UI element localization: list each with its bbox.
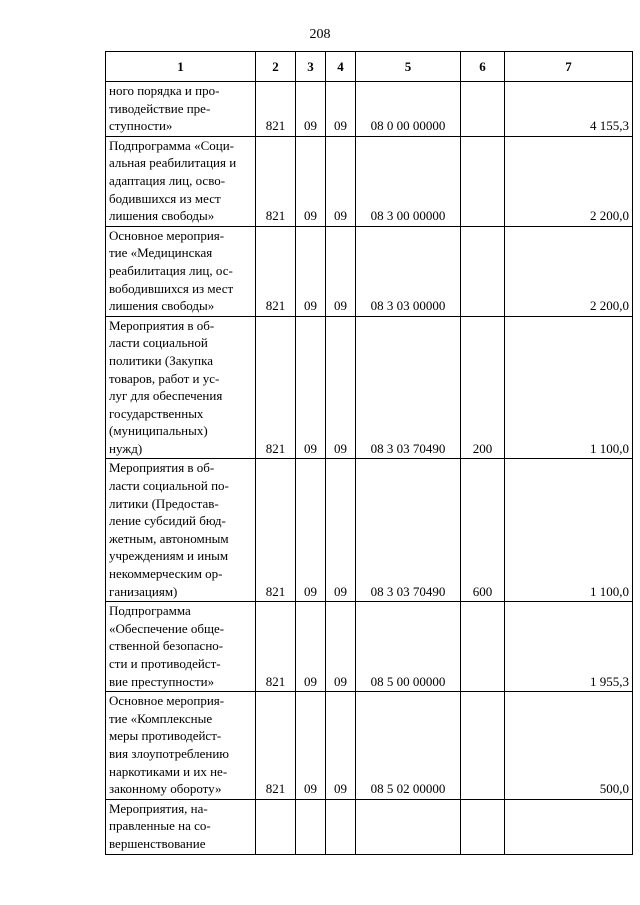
row-ministry-code: 821 [256,226,296,316]
row-name: Мероприятия, на- правленные на со- вершенствование [106,799,256,854]
row-section-code: 09 [296,459,326,602]
row-target-code [356,799,461,854]
row-ministry-code: 821 [256,692,296,800]
row-amount [505,799,633,854]
row-name: Подпрограмма «Соци- альная реабилитация и адаптация лиц, осво- бодившихся из мест лишения свободы» [106,136,256,226]
row-name: ного порядка и про- тиводействие пре- ступности» [106,82,256,137]
row-name: Основное мероприя- тие «Медицинская реабилитация лиц, ос- вободившихся из мест лишения свободы» [106,226,256,316]
row-section-code: 09 [296,316,326,459]
row-amount: 1 100,0 [505,316,633,459]
row-subsection-code: 09 [326,82,356,137]
row-amount: 500,0 [505,692,633,800]
row-ministry-code: 821 [256,459,296,602]
row-target-code: 08 5 02 00000 [356,692,461,800]
row-target-code: 08 5 00 00000 [356,602,461,692]
row-expense-type [461,82,505,137]
row-amount: 1 955,3 [505,602,633,692]
table-row [106,226,633,316]
table-row [106,316,633,459]
row-amount: 1 100,0 [505,459,633,602]
header-col-4: 4 [326,52,356,82]
row-amount: 2 200,0 [505,136,633,226]
header-col-6: 6 [461,52,505,82]
row-target-code: 08 0 00 00000 [356,82,461,137]
table-row [106,799,633,854]
row-expense-type: 200 [461,316,505,459]
row-subsection-code: 09 [326,602,356,692]
header-col-1: 1 [106,52,256,82]
row-expense-type [461,226,505,316]
table-row [106,692,633,800]
row-subsection-code: 09 [326,459,356,602]
row-section-code: 09 [296,692,326,800]
budget-table [105,51,633,855]
row-subsection-code: 09 [326,316,356,459]
row-expense-type [461,602,505,692]
row-ministry-code: 821 [256,136,296,226]
row-target-code: 08 3 03 70490 [356,459,461,602]
row-ministry-code [256,799,296,854]
row-section-code [296,799,326,854]
header-col-5: 5 [356,52,461,82]
row-section-code: 09 [296,226,326,316]
row-section-code: 09 [296,136,326,226]
row-subsection-code [326,799,356,854]
row-name: Основное мероприя- тие «Комплексные меры противодейст- вия злоупотреблению наркотиками и их не- законному обороту» [106,692,256,800]
row-expense-type [461,692,505,800]
row-amount: 2 200,0 [505,226,633,316]
row-expense-type [461,136,505,226]
row-ministry-code: 821 [256,316,296,459]
row-amount: 4 155,3 [505,82,633,137]
row-target-code: 08 3 03 00000 [356,226,461,316]
header-col-2: 2 [256,52,296,82]
header-row [106,52,633,82]
table-row [106,82,633,137]
row-target-code: 08 3 03 70490 [356,316,461,459]
row-name: Мероприятия в об- ласти социальной политики (Закупка товаров, работ и ус- луг для обеспечения государственных (муниципальных) нужд) [106,316,256,459]
row-section-code: 09 [296,602,326,692]
table-row [106,136,633,226]
row-target-code: 08 3 00 00000 [356,136,461,226]
header-col-3: 3 [296,52,326,82]
table-row [106,602,633,692]
row-expense-type [461,799,505,854]
row-ministry-code: 821 [256,602,296,692]
row-section-code: 09 [296,82,326,137]
row-subsection-code: 09 [326,136,356,226]
row-subsection-code: 09 [326,226,356,316]
row-ministry-code: 821 [256,82,296,137]
row-subsection-code: 09 [326,692,356,800]
row-name: Подпрограмма «Обеспечение обще- ственной безопасно- сти и противодейст- вие преступности» [106,602,256,692]
row-name: Мероприятия в об- ласти социальной по- литики (Предостав- ление субсидий бюд- жетным, автономным учреждениям и иным некоммерческим ор- ганизациям) [106,459,256,602]
page-number: 208 [309,27,331,42]
header-col-7: 7 [505,52,633,82]
row-expense-type: 600 [461,459,505,602]
table-row [106,459,633,602]
